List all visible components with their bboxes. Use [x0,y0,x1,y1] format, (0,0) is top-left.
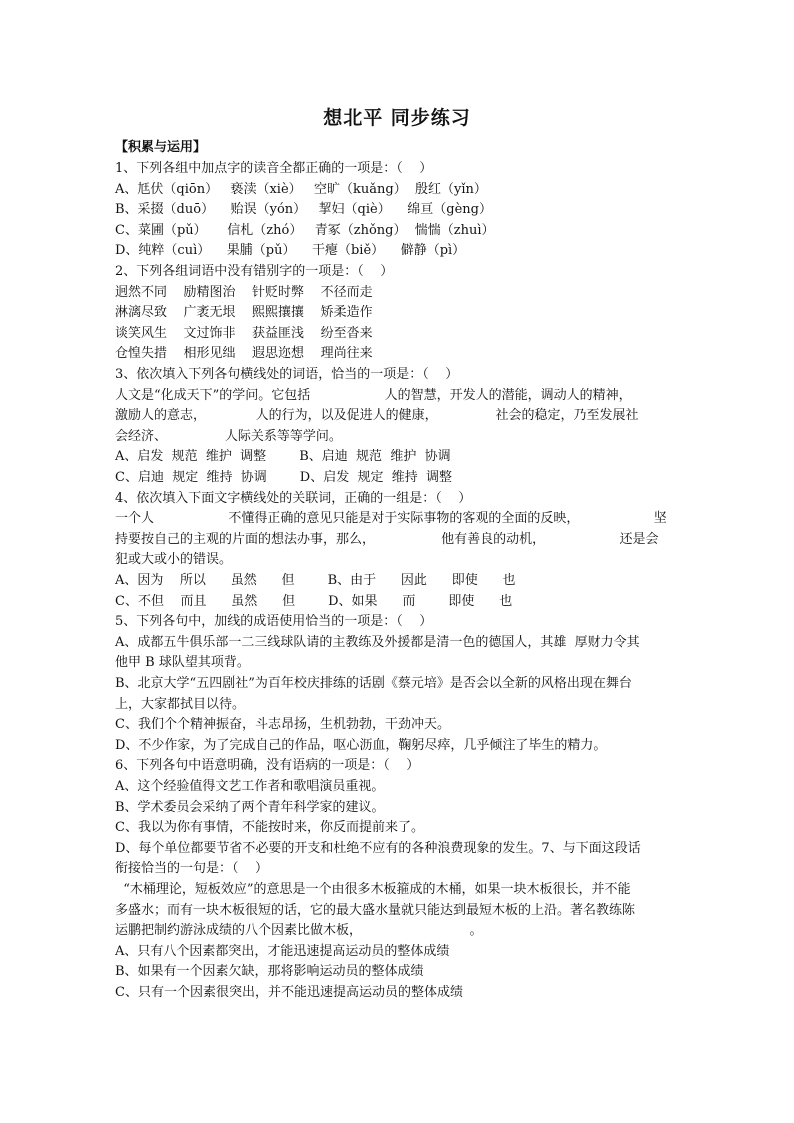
text-line: 谈笑风生 文过饰非 获益匪浅 纷至沓来 [115,325,373,341]
text-line: C、我们个个精神振奋，斗志昂扬，生机勃勃，干劲冲天。 [115,717,450,733]
page-title: 想北平 同步练习 [323,107,471,129]
text-line: 6、下列各句中语意明确，没有语病的一项是：（ ） [115,758,420,774]
text-line: 人文是“化成天下”的学问。它包括 人的智慧，开发人的潜能，调动人的精神， [115,387,632,403]
text-line: D、每个单位都要节省不必要的开支和杜绝不应有的各种浪费现象的发生。7、与下面这段话 [115,840,641,856]
text-line: C、不但 而且 虽然 但 D、如果 而 即使 也 [115,593,513,609]
text-line: C、我以为你有事情，不能按时来，你反而提前来了。 [115,820,424,836]
text-line: 持要按自己的主观的片面的想法办事，那么， 他有善良的动机， 还是会 [115,531,659,547]
section-heading: 【积累与运用】 [115,140,207,155]
text-line: C、菜圃（pǔ） 信札（zhó） 青冢（zhǒng） 惴惴（zhuì） [115,222,495,238]
text-line: B、学术委员会采纳了两个青年科学家的建议。 [115,799,385,815]
text-line: A、启发 规范 维护 调整 B、启迪 规范 维护 协调 [115,449,451,465]
text-line: 上，大家都拭目以待。 [115,696,246,712]
text-line: “木桶理论，短板效应”的意思是一个由很多木板箍成的木桶，如果一块木板很长，并不能 [115,882,631,897]
text-line: 淋漓尽致 广袤无垠 熙熙攘攘 矫柔造作 [115,305,373,321]
text-line: 3、依次填入下列各句横线处的词语，恰当的一项是：（ ） [115,367,459,382]
text-line: A、尪伏（qiōn） 亵渎（xiè） 空旷（kuǎng） 殷红（yǐn） [115,181,487,197]
text-line: 2、下列各组词语中没有错别字的一项是：（ ） [115,264,394,279]
text-line: 迥然不同 励精图治 针贬时弊 不径而走 [115,284,373,300]
text-line: B、北京大学“五四剧社”为百年校庆排练的话剧《蔡元培》是否会以全新的风格出现在舞台 [115,676,632,691]
text-line: 一个人 不懂得正确的意见只能是对于实际事物的客观的全面的反映， 坚 [115,511,667,527]
text-line: 衔接恰当的一句是：（ ） [115,861,269,877]
text-line: 他甲 B 球队望其项背。 [115,655,250,671]
text-line: 犯或大或小的错误。 [115,552,233,568]
text-line: 会经济、 人际关系等等学问。 [115,428,342,444]
text-line: 5、下列各句中，加线的成语使用恰当的一项是：（ ） [115,614,433,630]
text-line: 4、依次填入下面文字横线处的关联词，正确的一组是：（ ） [115,490,472,506]
text-line: B、采掇（duō） 贻误（yón） 挈妇（qiè） 绵亘（gèng） [115,202,492,218]
text-line: D、不少作家，为了完成自己的作品，呕心沥血，鞠躬尽瘁，几乎倾注了毕生的精力。 [115,737,607,753]
text-line: A、因为 所以 虽然 但 B、由于 因此 即使 也 [115,573,516,588]
text-line: C、启迪 规定 维持 协调 D、启发 规定 维持 调整 [115,470,453,485]
text-line: 仓惶失措 相形见绌 遐思迩想 理尚往来 [115,346,373,362]
text-line: D、纯粹（cuì） 果脯（pǔ） 干瘪（biě） 僻静（pì） [115,243,466,259]
text-line: A、这个经验值得文艺工作者和歌唱演员重视。 [115,779,385,794]
text-line: C、只有一个因素很突出，并不能迅速提高运动员的整体成绩 [115,985,463,1000]
text-line: 1、下列各组中加点字的读音全都正确的一项是：（ ） [115,161,433,176]
text-line: 多盛水；而有一块木板很短的话，它的最大盛水量就只能达到最短木板的上沿。著名教练陈 [115,902,636,918]
text-line: B、如果有一个因素欠缺，那将影响运动员的整体成绩 [115,964,424,980]
text-line: 激励人的意志， 人的行为，以及促进人的健康， 社会的稳定，乃至发展社 [115,408,639,424]
text-line: A、只有八个因素都突出，才能迅速提高运动员的整体成绩 [115,943,450,959]
text-line: A、成都五牛俱乐部一二三线球队请的主教练及外援都是清一色的德国人，其雄 厚财力令其 [115,634,640,650]
text-line: 运鹏把制约游泳成绩的八个因素比做木板， 。 [115,923,483,939]
